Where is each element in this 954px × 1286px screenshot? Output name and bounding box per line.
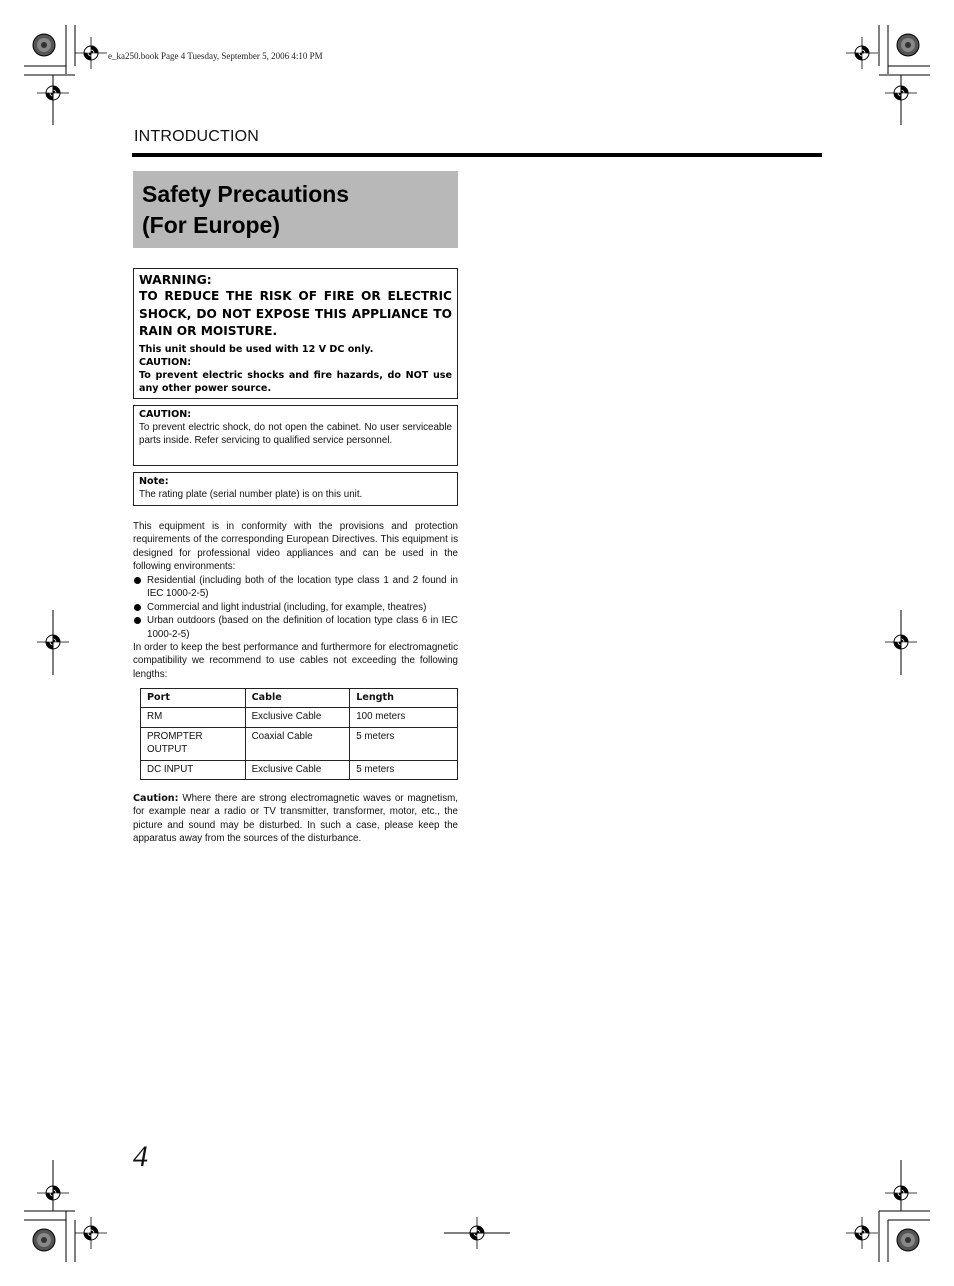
star-target-icon: [897, 1229, 919, 1251]
cable-length-table: [140, 688, 458, 780]
conformity-paragraph: This equipment is in conformity with the provisions and protection requirements of the corresponding European Directives. This equipment is designed for professional video appliances and can be used in the following environments:: [133, 521, 458, 573]
emc-caution-label: Caution:: [133, 793, 179, 804]
bullet-icon: [134, 604, 141, 611]
column-header-length: Length: [350, 689, 458, 708]
caution-box: [133, 405, 458, 466]
caution-box-text: To prevent electric shock, do not open the cabinet. No user serviceable parts inside. Refer servicing to qualified service personnel.: [139, 422, 452, 447]
bullet-icon: [134, 577, 141, 584]
print-header-stamp: e_ka250.book Page 4 Tuesday, September 5, 2006 4:10 PM: [108, 51, 323, 61]
dc-only-note: This unit should be used with 12 V DC only.: [139, 343, 374, 355]
table-cell: PROMPTER OUTPUT: [141, 727, 246, 760]
table-cell: 5 meters: [350, 760, 458, 779]
warning-box: [133, 268, 458, 399]
list-item: Residential (including both of the location type class 1 and 2 found in IEC 1000-2-5): [133, 574, 458, 601]
warning-title: WARNING:: [139, 272, 212, 287]
warning-caution-title: CAUTION:: [139, 356, 192, 368]
table-cell: Coaxial Cable: [245, 727, 350, 760]
table-cell: RM: [141, 708, 246, 727]
registration-mark-icon: [846, 1217, 878, 1249]
table-row: [141, 727, 458, 760]
note-box-title: Note:: [139, 476, 169, 487]
performance-paragraph: In order to keep the best performance and furthermore for electromagnetic compatibility we recommend to use cables not exceeding the following lengths:: [133, 642, 458, 680]
table-cell: Exclusive Cable: [245, 708, 350, 727]
emc-caution-paragraph: [133, 792, 458, 846]
emc-caution-text: Where there are strong electromagnetic waves or magnetism, for example near a radio or TV transmitter, transformer, motor, etc., the picture and sound may be disturbed. In such a case, please keep the apparatus away from the sources of the disturbance.: [133, 793, 458, 845]
table-cell: 100 meters: [350, 708, 458, 727]
caution-box-title: CAUTION:: [139, 409, 192, 420]
registration-mark-icon: [75, 37, 107, 69]
section-rule: [132, 153, 822, 157]
registration-mark-icon: [75, 1217, 107, 1249]
star-target-icon: [33, 1229, 55, 1251]
warning-main-text: TO REDUCE THE RISK OF FIRE OR ELECTRIC SHOCK, DO NOT EXPOSE THIS APPLIANCE TO RAIN OR MOISTURE.: [139, 289, 452, 338]
table-cell: 5 meters: [350, 727, 458, 760]
table-row: [141, 708, 458, 727]
page-number: 4: [133, 1140, 148, 1173]
bullet-icon: [134, 617, 141, 624]
page-title-line-1: Safety Precautions: [142, 181, 350, 207]
note-box-text: The rating plate (serial number plate) is on this unit.: [139, 489, 363, 500]
page-title-line-2: (For Europe): [142, 212, 280, 238]
table-header-row: [141, 689, 458, 708]
registration-mark-icon: [846, 37, 878, 69]
column-header-port: Port: [141, 689, 246, 708]
warning-caution-text: To prevent electric shocks and fire hazards, do NOT use any other power source.: [139, 370, 452, 395]
list-item: Commercial and light industrial (including, for example, theatres): [133, 601, 458, 614]
star-target-icon: [897, 34, 919, 56]
environment-list: [133, 574, 458, 641]
page-title: [133, 171, 458, 248]
list-item: Urban outdoors (based on the definition of location type class 6 in IEC 1000-2-5): [133, 614, 458, 641]
table-cell: Exclusive Cable: [245, 760, 350, 779]
section-label: INTRODUCTION: [134, 128, 260, 145]
note-box: [133, 472, 458, 506]
column-header-cable: Cable: [245, 689, 350, 708]
star-target-icon: [33, 34, 55, 56]
table-row: [141, 760, 458, 779]
table-cell: DC INPUT: [141, 760, 246, 779]
